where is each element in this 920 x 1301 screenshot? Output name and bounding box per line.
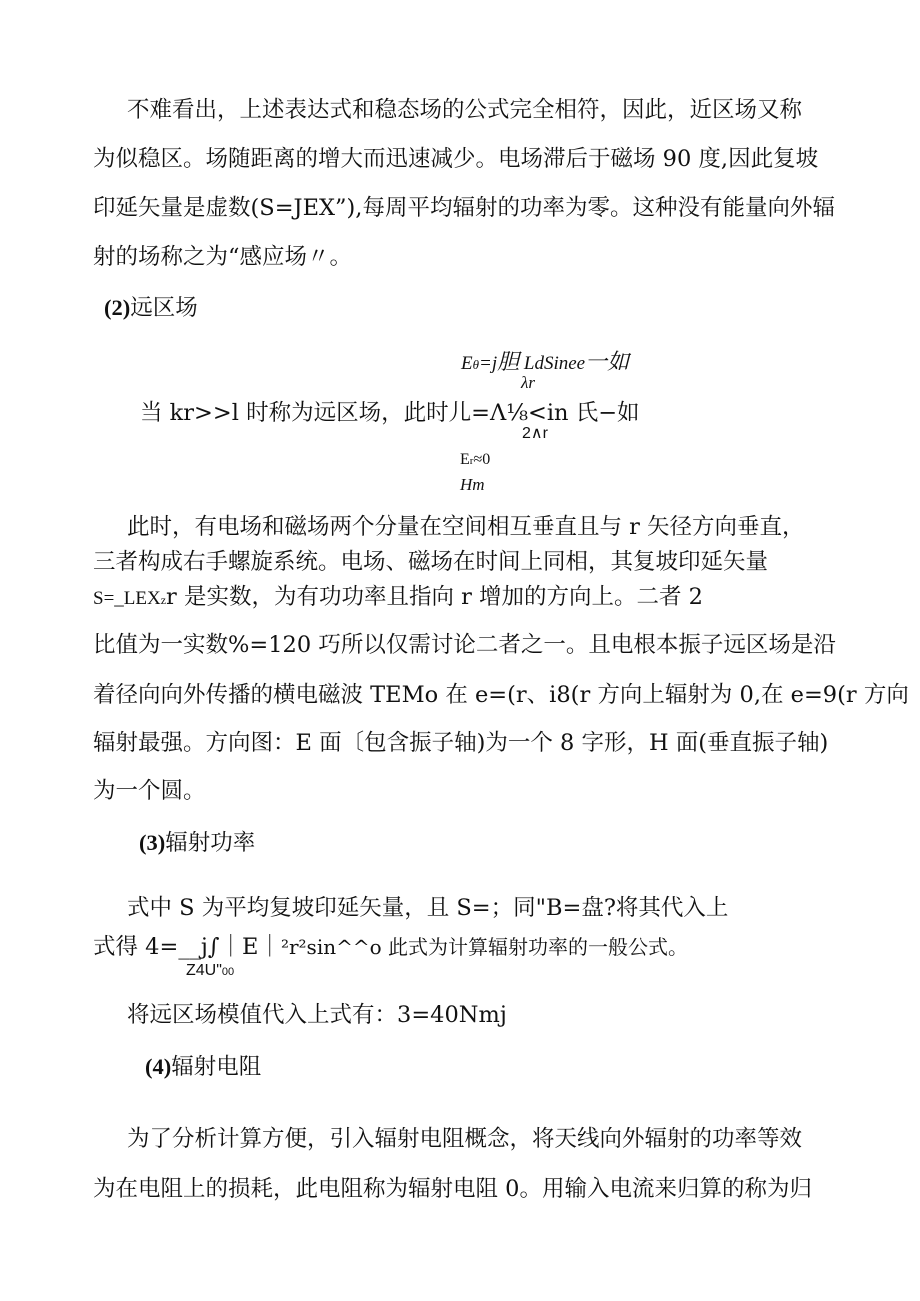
para1-line4: 射的场称之为“感应场〃。	[93, 244, 353, 270]
section-title: 辐射功率	[165, 830, 256, 856]
para1-line2: 为似稳区。场随距离的增大而迅速减少。电场滞后于磁场 90 度,因此复坡	[93, 146, 819, 172]
formula-e-rest: LdSinee	[519, 353, 586, 374]
section-title: 远区场	[130, 295, 198, 321]
section-heading-radiated-power	[139, 828, 255, 858]
para2-line3-rest: r 是实数，为有功功率且指向 r 增加的方向上。二者 2	[166, 584, 703, 610]
formula-hm: Hm	[460, 475, 485, 494]
formula-main-line: 当 kr>>l 时称为远区场，此时儿=Λ⅛<in 氏−如	[140, 400, 640, 426]
section-heading-far-field	[104, 293, 198, 323]
formula-e-symbol: E	[461, 353, 473, 374]
para5: 将远区场模值代入上式有：3=40Nmj	[127, 1002, 507, 1028]
power-denominator-sub: 00	[221, 966, 235, 978]
formula-e-theta	[461, 348, 629, 379]
section-number: (2)	[104, 295, 131, 320]
para3-line1: 比值为一实数%=120 巧所以仅需讨论二者之一。且电根本振子远区场是沿	[93, 632, 836, 658]
formula-e-big: 胆	[497, 350, 520, 375]
power-integral-lead: 式得 4=__j∫｜E｜	[93, 934, 281, 960]
power-denominator: Z4U"	[186, 962, 222, 979]
para4-line1: 式中 S 为平均复坡印延矢量，且 S=；同"B=盘?将其代入上	[127, 895, 729, 921]
power-integral-rest: ²r²sin^^o 此式为计算辐射功率的一般公式。	[280, 935, 689, 959]
section-number: (4)	[145, 1054, 172, 1079]
para1-line1: 不难看出，上述表达式和稳态场的公式完全相符，因此，近区场又称	[127, 97, 803, 123]
poynting-subscript: z	[160, 593, 167, 607]
para3-line3: 辐射最强。方向图：E 面〔包含振子轴)为一个 8 字形，H 面(垂直振子轴)	[93, 730, 829, 756]
poynting-expr: S=_LEX	[93, 588, 161, 609]
formula-e-tail: 一如	[585, 350, 630, 375]
formula-e-eq: =j	[479, 353, 498, 374]
para6-line2: 为在电阻上的损耗，此电阻称为辐射电阻 0。用输入电流来归算的称为归	[93, 1176, 812, 1202]
formula-er-subscript: r	[469, 455, 474, 467]
para4-line2	[93, 932, 688, 962]
para3-line4: 为一个圆。	[93, 778, 206, 804]
para2-line2: 三者构成右手螺旋系统。电场、磁场在时间上同相，其复坡印延矢量	[93, 549, 769, 575]
formula-e-subscript: θ	[472, 357, 479, 372]
para4-under	[186, 958, 234, 982]
para6-line1: 为了分析计算方便，引入辐射电阻概念，将天线向外辐射的功率等效	[127, 1126, 803, 1152]
section-number: (3)	[139, 830, 166, 855]
formula-er-rest: ≈0	[473, 451, 491, 468]
para3-line2: 着径向向外传播的横电磁波 TEMo 在 e=(r、i8(r 方向上辐射为 0,在 e=9(r 方向	[93, 682, 909, 708]
formula-denominator-2: 2∧r	[522, 425, 548, 442]
para2-line1: 此时，有电场和磁场两个分量在空间相互垂直且与 r 矢径方向垂直，	[127, 514, 805, 540]
formula-e-r	[460, 450, 490, 471]
formula-denominator-1: λr	[521, 373, 535, 392]
para2-line3	[93, 582, 703, 615]
para1-line3: 印延矢量是虚数(S=JEX”),每周平均辐射的功率为零。这种没有能量向外辐	[93, 195, 835, 221]
formula-er-symbol: E	[460, 451, 470, 468]
section-heading-radiation-resistance	[145, 1052, 261, 1082]
section-title: 辐射电阻	[171, 1054, 262, 1080]
